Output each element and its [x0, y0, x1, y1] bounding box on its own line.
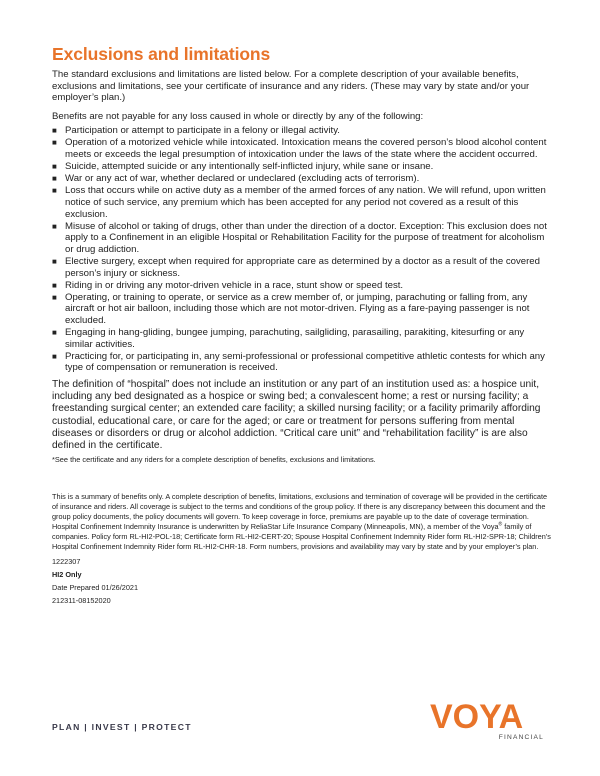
- exclusion-text: Riding in or driving any motor-driven vehicle in a race, stunt show or speed test.: [65, 279, 404, 291]
- exclusion-item: [52, 256, 552, 279]
- bullet-icon: ■: [52, 174, 57, 184]
- exclusions-list: [52, 125, 552, 373]
- date-prepared: Date Prepared 01/26/2021: [52, 583, 139, 593]
- bullet-icon: ■: [52, 186, 57, 196]
- exclusion-text: Practicing for, or participating in, any semi-professional or professional competitive athletic contests for which any type of compensation or remuneration is received.: [65, 350, 545, 374]
- exclusions-lead: Benefits are not payable for any loss caused in whole or directly by any of the following:: [52, 110, 424, 122]
- summary-text-part2: family of companies. Policy form RL-HI2-POL-18; Certificate form RL-HI2-CERT-20; Spouse Hospital Confinement Indemnity Rider form RL-HI2-SPR-18; Children’s Hospital Confinement Indemnity Rider form RL-HI2-CHR-18. Form numbers, provisions and availability may vary by state and by your employer’s plan.: [52, 521, 551, 551]
- logo-subtitle: FINANCIAL: [498, 734, 544, 741]
- bullet-icon: ■: [52, 292, 57, 302]
- exclusion-text: Operation of a motorized vehicle while intoxicated. Intoxication means the covered person’s blood alcohol content meets or exceeds the legal presumption of intoxication under the laws of the state where the accident occurred.: [65, 137, 547, 161]
- exclusion-text: Elective surgery, except when required for appropriate care as determined by a doctor as a result of the covered person’s injury or sickness.: [65, 255, 540, 279]
- exclusion-item: [52, 125, 552, 137]
- footer-tagline: PLAN | INVEST | PROTECT: [52, 722, 192, 732]
- exclusion-text: War or any act of war, whether declared or undeclared (excluding acts of terrorism).: [65, 173, 420, 185]
- exclusion-item: [52, 221, 552, 256]
- hospital-definition: The definition of “hospital” does not include an institution or any part of an institution used as: a hospice unit, including any bed designated as a hospice or swing bed; a convalescent home; a rest or nursing facility; a freestanding surgical center; an extended care facility; a skilled nursing facility; or a facility primarily affording custodial, educational care, or care for the aged; or care or treatment for persons suffering from mental diseases or disorders or drug or alcohol addiction. “Critical care unit” and “rehabilitation facility” is are also defined in the certificate.: [52, 378, 541, 452]
- exclusion-item: [52, 185, 552, 220]
- form-code: 1222307: [52, 557, 81, 567]
- exclusion-text: Loss that occurs while on active duty as a member of the armed forces of any nation. We will refund, upon written notice of such service, any premium which has been accepted for any period not covered as a result of this exclusion.: [65, 185, 546, 220]
- plan-label: HI2 Only: [52, 570, 82, 580]
- document-body: [52, 44, 552, 464]
- exclusion-text: Operating, or training to operate, or service as a crew member of, or jumping, parachuting or falling from, any aircraft or hot air balloon, including those which are not motor-driven. Flying as a fare-paying passenger is not excluded.: [65, 291, 530, 326]
- bullet-icon: ■: [52, 138, 57, 148]
- exclusion-text: Participation or attempt to participate in a felony or illegal activity.: [65, 125, 340, 137]
- bullet-icon: ■: [52, 162, 57, 172]
- summary-text: [52, 492, 552, 551]
- bullet-icon: ■: [52, 221, 57, 231]
- exclusion-text: Engaging in hang-gliding, bungee jumping, parachuting, sailgliding, parasailing, parakiting, kitesurfing or any similar activities.: [65, 326, 525, 350]
- registered-mark: ®: [498, 521, 503, 528]
- bullet-icon: ■: [52, 280, 57, 290]
- bullet-icon: ■: [52, 126, 57, 136]
- exclusion-item: [52, 292, 552, 327]
- intro-paragraph: The standard exclusions and limitations are listed below. For a complete description of your available benefits, exclusions and limitations, see your certificate of insurance and any riders. (These may vary by state and/or your employer’s plan.): [52, 69, 530, 104]
- exclusion-text: Suicide, attempted suicide or any intentionally self-inflicted injury, while sane or insane.: [65, 161, 434, 173]
- exclusion-item: [52, 351, 552, 374]
- exclusion-text: Misuse of alcohol or taking of drugs, other than under the direction of a doctor. Exception: This exclusion does not apply to a Confinement in an eligible Hospital or Rehabilitation Facility for the purpose of treatment for alcoholism or drug addiction.: [65, 220, 547, 255]
- see-certificate-note: *See the certificate and any riders for a complete description of benefits, exclusions and limitations.: [52, 454, 376, 464]
- bullet-icon: ■: [52, 351, 57, 361]
- document-id: 212311-08152020: [52, 596, 111, 606]
- exclusion-item: [52, 161, 552, 173]
- bullet-icon: ■: [52, 327, 57, 337]
- bullet-icon: ■: [52, 256, 57, 266]
- page-title: Exclusions and limitations: [52, 44, 271, 64]
- summary-disclaimer: [52, 492, 552, 605]
- summary-text-part1: This is a summary of benefits only. A complete description of benefits, limitations, exclusions and termination of coverage will be provided in the certificate of insurance and riders. All coverage is subject to the terms and conditions of the group policy. If there is any discrepancy between this document and the group policy documents, the policy documents will govern. To keep coverage in force, premiums are payable up to the date of coverage termination. Hospital Confinement Indemnity Insurance is underwritten by ReliaStar Life Insurance Company (Minneapolis, MN), a member of the Voya: [52, 492, 548, 531]
- exclusion-item: [52, 137, 552, 160]
- exclusion-item: [52, 327, 552, 350]
- voya-logo: [428, 700, 548, 744]
- logo-wordmark: VOYA: [430, 698, 524, 736]
- exclusion-item: [52, 280, 552, 292]
- exclusion-item: [52, 173, 552, 185]
